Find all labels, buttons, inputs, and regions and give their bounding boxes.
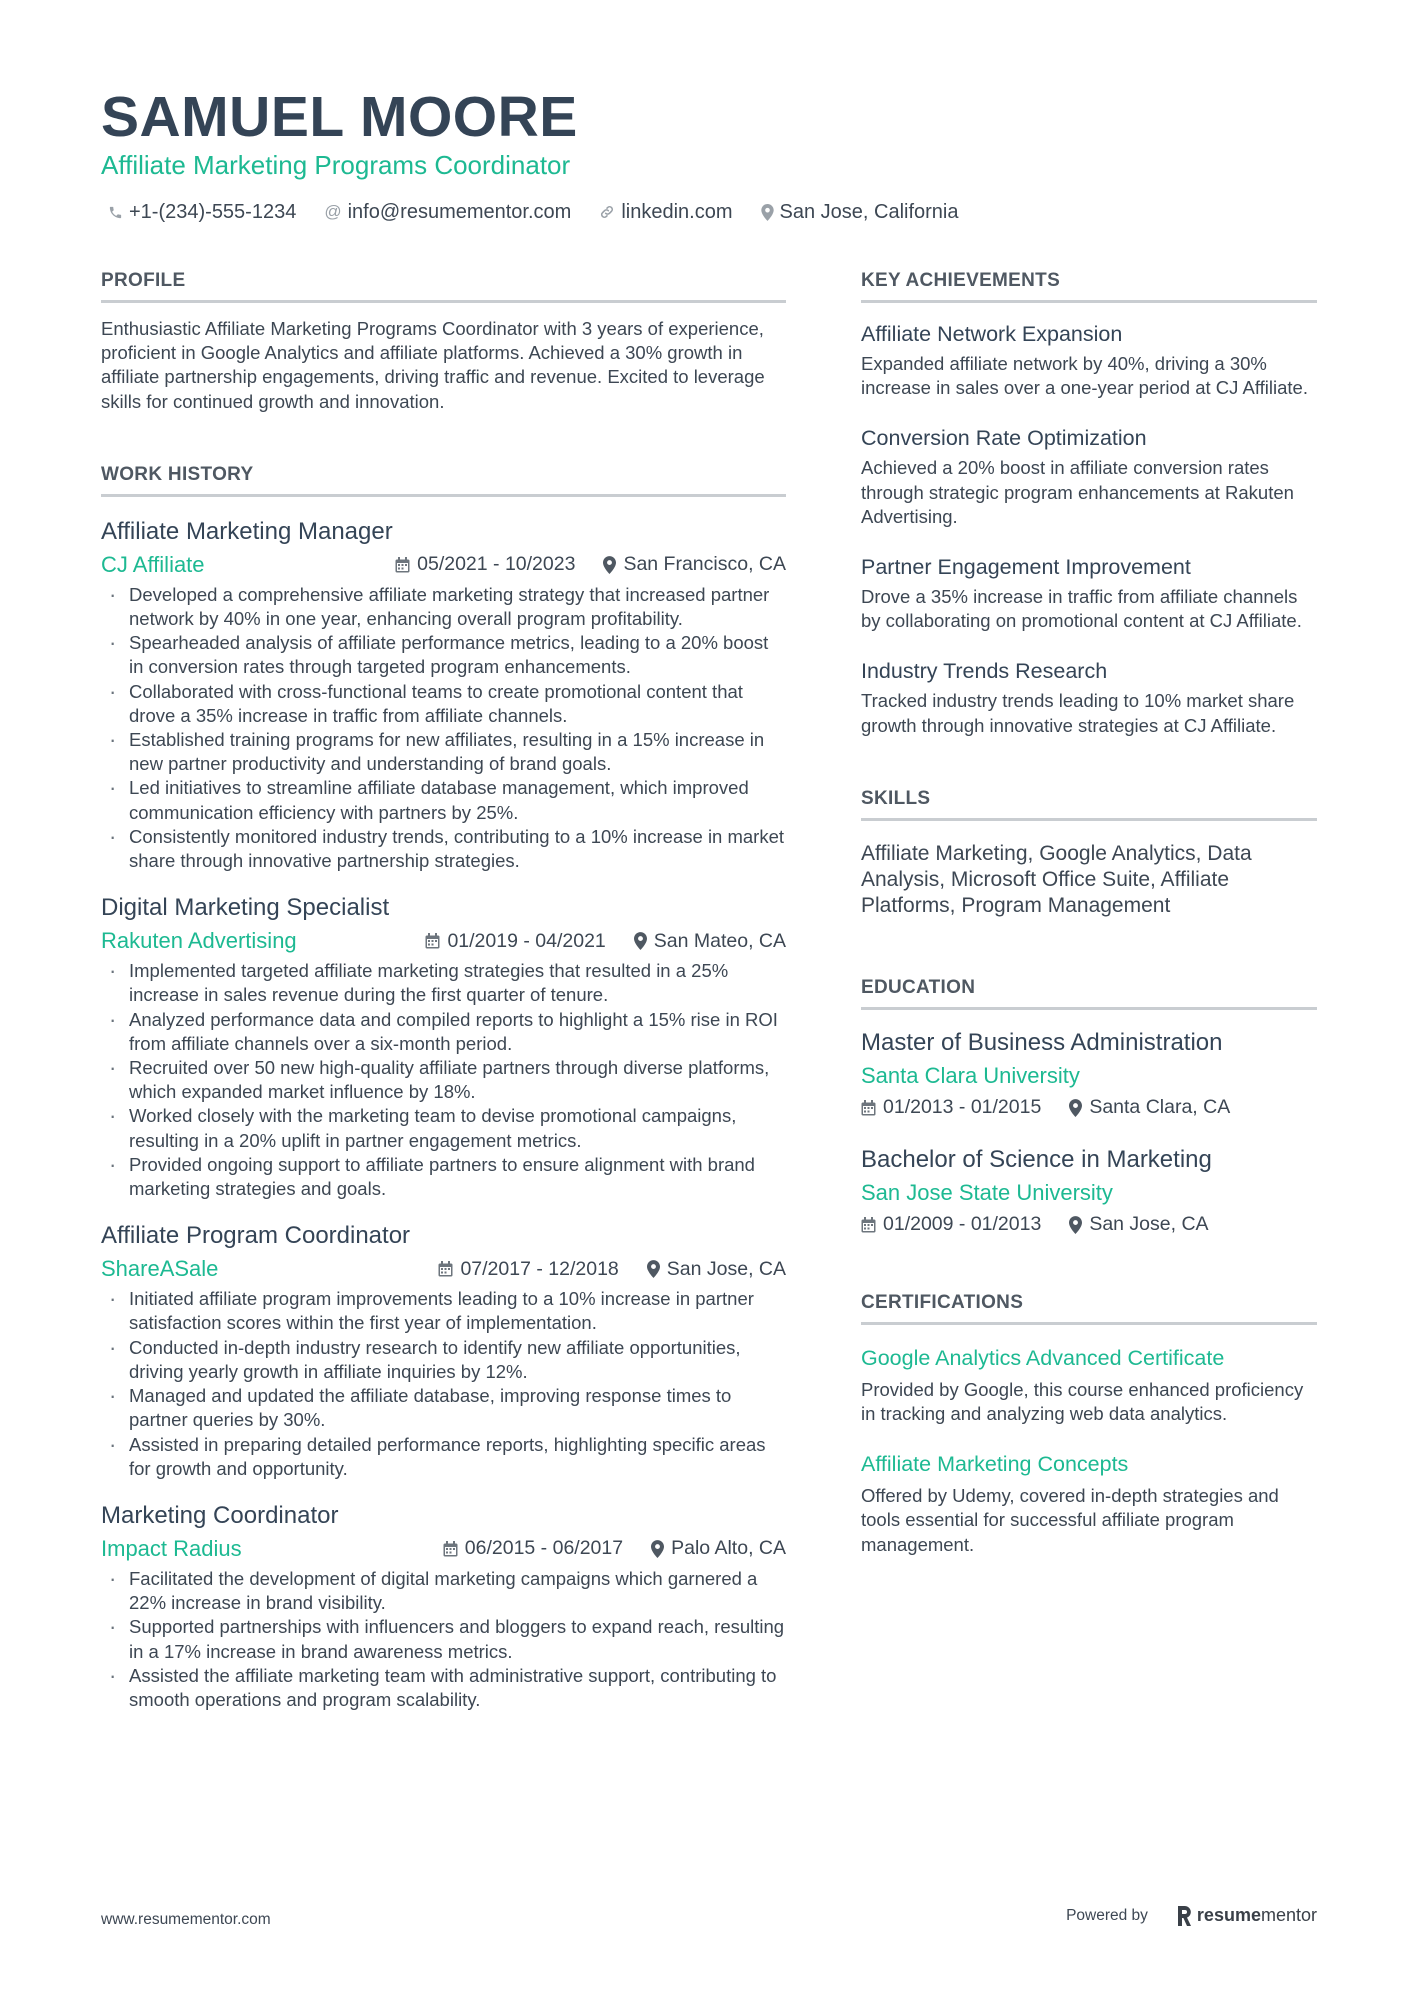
job-entry (101, 1221, 786, 1481)
contact-linkedin (599, 201, 732, 224)
job-location-text: Palo Alto, CA (671, 1537, 786, 1560)
job-bullet: · Initiated affiliate program improvements leading to a 10% increase in partner satisfaction scores within the first year of implementation. (101, 1287, 786, 1335)
achievement-item (861, 424, 1317, 529)
job-location-text: San Mateo, CA (653, 929, 786, 952)
job-dates-text: 05/2021 - 10/2023 (417, 553, 576, 576)
job-company: Rakuten Advertising (101, 928, 297, 954)
key-achievements-heading: KEY ACHIEVEMENTS (861, 268, 1317, 303)
education-location (1069, 1213, 1208, 1236)
job-location (647, 1258, 786, 1281)
achievement-title: Affiliate Network Expansion (861, 322, 1123, 346)
job-dates (425, 930, 605, 953)
job-entry (101, 893, 786, 1201)
job-meta (101, 549, 786, 581)
education-heading: EDUCATION (861, 975, 1317, 1010)
job-bullet: · Assisted in preparing detailed performance reports, highlighting specific areas for growth and opportunity. (101, 1433, 786, 1481)
link-icon (599, 204, 615, 220)
contact-email (324, 201, 571, 224)
job-bullet: · Established training programs for new affiliates, resulting in a 15% increase in new partner productivity and understanding of brand goals. (101, 728, 786, 776)
brand-logo[interactable] (1176, 1905, 1317, 1926)
profile-heading: PROFILE (101, 268, 786, 303)
education-school: San Jose State University (861, 1179, 1113, 1205)
job-role: Digital Marketing Specialist (101, 894, 390, 922)
job-location (651, 1537, 786, 1560)
job-dates (395, 553, 575, 576)
job-bullet: · Analyzed performance data and compiled reports to highlight a 15% rise in ROI from affiliate channels over a six-month period. (101, 1008, 786, 1056)
footer-powered (1066, 1905, 1317, 1926)
job-role: Affiliate Program Coordinator (101, 1222, 411, 1250)
certification-item (861, 1344, 1317, 1426)
job-meta (101, 1253, 786, 1285)
calendar-icon (425, 933, 440, 949)
achievement-title: Industry Trends Research (861, 659, 1108, 684)
education-dates-text: 01/2013 - 01/2015 (883, 1096, 1042, 1119)
education-meta (861, 1210, 1317, 1240)
location-icon (761, 204, 774, 221)
job-bullet: · Spearheaded analysis of affiliate performance metrics, leading to a 20% boost in conversion rates through targeted program enhancements. (101, 631, 786, 679)
job-entry (101, 517, 786, 873)
location-text: San Jose, California (779, 200, 959, 223)
job-dates (438, 1258, 618, 1281)
job-role: Marketing Coordinator (101, 1501, 339, 1529)
location-pin-icon (647, 1260, 660, 1278)
education-item (861, 1145, 1317, 1240)
job-bullet: · Facilitated the development of digital marketing campaigns which garnered a 22% increase in brand visibility. (101, 1567, 786, 1615)
job-location-text: San Jose, CA (666, 1257, 786, 1280)
location-pin-icon (603, 556, 616, 574)
resumementor-logo-icon (1176, 1906, 1192, 1926)
job-location (603, 553, 786, 576)
job-bullet: · Developed a comprehensive affiliate marketing strategy that increased partner network by 40% in one year, enhancing overall program profitability. (101, 583, 786, 631)
education-meta (861, 1093, 1317, 1123)
achievement-title: Conversion Rate Optimization (861, 426, 1147, 451)
job-location-text: San Francisco, CA (623, 553, 786, 576)
linkedin-text[interactable]: linkedin.com (621, 200, 733, 223)
calendar-icon (443, 1541, 458, 1557)
brand-name-bold: resume (1196, 1905, 1261, 1925)
education-degree: Bachelor of Science in Marketing (861, 1145, 1212, 1173)
education-location-text: Santa Clara, CA (1089, 1096, 1231, 1119)
contact-bar (108, 198, 987, 226)
job-bullet: · Led initiatives to streamline affiliate database management, which improved communication efficiency with partners by 25%. (101, 776, 786, 824)
candidate-title: Affiliate Marketing Programs Coordinator (101, 150, 571, 180)
job-dates (443, 1537, 623, 1560)
education-item (861, 1028, 1317, 1123)
calendar-icon (861, 1100, 876, 1116)
email-text[interactable]: info@resumementor.com (347, 200, 572, 223)
job-company: ShareASale (101, 1256, 219, 1282)
skills-text: Affiliate Marketing, Google Analytics, Data Analysis, Microsoft Office Suite, Affiliate Platforms, Program Management (861, 841, 1252, 917)
education-degree: Master of Business Administration (861, 1028, 1223, 1056)
education-school: Santa Clara University (861, 1062, 1080, 1088)
location-pin-icon (1069, 1099, 1082, 1117)
job-bullets (101, 1287, 786, 1481)
location-pin-icon (651, 1540, 664, 1558)
location-pin-icon (634, 932, 647, 950)
powered-by-label: Powered by (1066, 1906, 1148, 1924)
achievement-desc: Expanded affiliate network by 40%, driving a 30% increase in sales over a one-year period at CJ Affiliate. (861, 353, 1308, 399)
profile-text: Enthusiastic Affiliate Marketing Programs Coordinator with 3 years of experience, proficient in Google Analytics and affiliate platforms. Achieved a 30% growth in affiliate partnership engagements, driving traffic and revenue. Excited to leverage skills for continued growth and innovation. (101, 318, 765, 412)
job-bullet: · Collaborated with cross-functional teams to create promotional content that drove a 35% increase in traffic from affiliate channels. (101, 680, 786, 728)
contact-location (761, 201, 959, 224)
job-company: CJ Affiliate (101, 551, 205, 577)
job-bullet: · Consistently monitored industry trends, contributing to a 10% increase in market share through innovative partnership strategies. (101, 825, 786, 873)
achievement-desc: Achieved a 20% boost in affiliate conversion rates through strategic program enhancements at Rakuten Advertising. (861, 457, 1294, 527)
job-entry (101, 1501, 786, 1712)
job-bullet: · Assisted the affiliate marketing team with administrative support, contributing to smooth operations and program scalability. (101, 1664, 786, 1712)
left-column (101, 268, 786, 1712)
certification-title: Google Analytics Advanced Certificate (861, 1345, 1225, 1370)
achievement-item (861, 657, 1317, 737)
right-column (861, 268, 1317, 1557)
work-history-heading: WORK HISTORY (101, 462, 786, 497)
certification-desc: Provided by Google, this course enhanced proficiency in tracking and analyzing web data analytics. (861, 1378, 1304, 1425)
certification-desc: Offered by Udemy, covered in-depth strategies and tools essential for successful affiliate program management. (861, 1485, 1279, 1555)
job-bullet: · Recruited over 50 new high-quality affiliate partners through diverse platforms, which expanded market influence by 18%. (101, 1056, 786, 1104)
education-dates-text: 01/2009 - 01/2013 (883, 1213, 1042, 1236)
education-dates (861, 1213, 1041, 1236)
job-bullet: · Provided ongoing support to affiliate partners to ensure alignment with brand marketing strategies and goals. (101, 1153, 786, 1201)
job-meta (101, 925, 786, 957)
certifications-heading: CERTIFICATIONS (861, 1290, 1317, 1325)
achievement-title: Partner Engagement Improvement (861, 555, 1191, 580)
calendar-icon (438, 1261, 453, 1277)
footer-website[interactable]: www.resumementor.com (101, 1911, 271, 1928)
calendar-icon (861, 1217, 876, 1233)
phone-icon (108, 205, 123, 220)
location-pin-icon (1069, 1216, 1082, 1234)
calendar-icon (395, 557, 410, 573)
achievement-desc: Tracked industry trends leading to 10% market share growth through innovative strategies at CJ Affiliate. (861, 690, 1295, 736)
achievement-item (861, 553, 1317, 633)
certification-item (861, 1450, 1317, 1557)
job-role: Affiliate Marketing Manager (101, 517, 393, 545)
job-bullets (101, 583, 786, 873)
candidate-name: SAMUEL MOORE (101, 85, 578, 149)
job-company: Impact Radius (101, 1535, 242, 1561)
certification-title: Affiliate Marketing Concepts (861, 1452, 1129, 1477)
job-location (634, 930, 786, 953)
education-dates (861, 1096, 1041, 1119)
phone-text[interactable]: +1-(234)-555-1234 (129, 200, 297, 223)
job-bullet: · Managed and updated the affiliate database, improving response times to partner queries by 30%. (101, 1384, 786, 1432)
job-bullets (101, 1567, 786, 1712)
brand-name-light: mentor (1260, 1905, 1317, 1925)
job-bullet: · Worked closely with the marketing team to devise promotional campaigns, resulting in a 20% uplift in partner engagement metrics. (101, 1104, 786, 1152)
job-bullets (101, 959, 786, 1201)
education-location (1069, 1096, 1230, 1119)
job-dates-text: 01/2019 - 04/2021 (447, 929, 606, 952)
education-location-text: San Jose, CA (1089, 1213, 1209, 1236)
at-icon: @ (324, 202, 342, 221)
job-bullet: · Supported partnerships with influencers and bloggers to expand reach, resulting in a 17% increase in brand awareness metrics. (101, 1615, 786, 1663)
job-dates-text: 07/2017 - 12/2018 (460, 1257, 619, 1280)
job-dates-text: 06/2015 - 06/2017 (464, 1537, 624, 1560)
contact-phone (108, 201, 296, 224)
achievement-item (861, 320, 1317, 400)
job-bullet: · Implemented targeted affiliate marketing strategies that resulted in a 25% increase in sales revenue during the first quarter of tenure. (101, 959, 786, 1007)
job-meta (101, 1533, 786, 1565)
skills-heading: SKILLS (861, 786, 1317, 821)
job-bullet: · Conducted in-depth industry research to identify new affiliate opportunities, driving yearly growth in affiliate inquiries by 12%. (101, 1336, 786, 1384)
achievement-desc: Drove a 35% increase in traffic from affiliate channels by collaborating on promotional content at CJ Affiliate. (861, 586, 1302, 632)
